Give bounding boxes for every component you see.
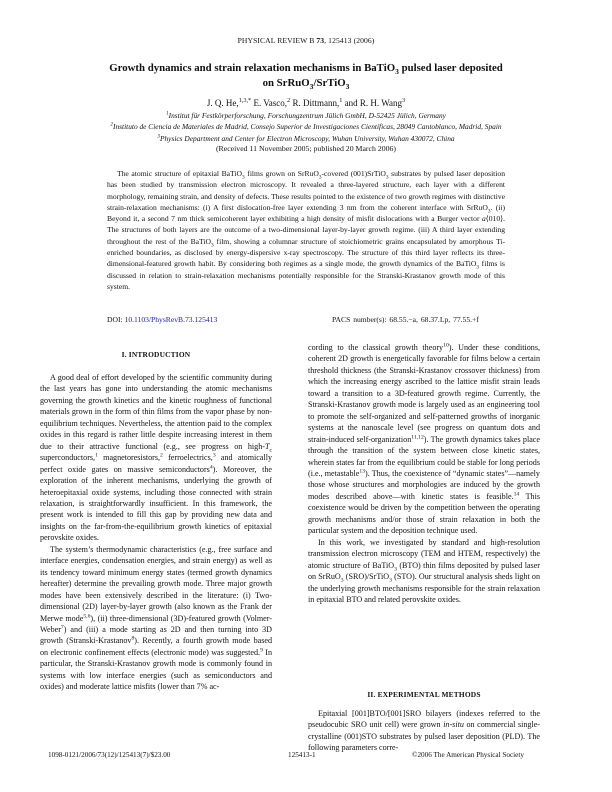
section-heading-experimental-methods: II. EXPERIMENTAL METHODS: [367, 690, 481, 699]
citation-ref[interactable]: 5,6: [83, 612, 91, 619]
title-text: on SrRuO: [262, 77, 310, 89]
affiliation: [0, 110, 612, 121]
affil-text: Physics Department and Center for Electron Microscopy, Wuhan University, Wuhan 430072, China: [159, 133, 455, 143]
section-heading-introduction: I. INTRODUCTION: [121, 350, 191, 359]
abstract-text: substrates by pulsed laser deposition has been studied by transmission electron microscopy. It revealed a three-layered structure, each layer with a different morphology, remaining strain, and density of defects. These results pointed to the existence of two growth regimes with distinctive strain-relaxation mechanisms: (i) A first dislocation-free layer extending 3 nm from the coherent interface with SrRuO: [107, 169, 505, 212]
title-sub: 3: [395, 67, 399, 77]
body-text: ). Under these conditions, coherent 2D growth is energetically favorable for films below a certain threshold thickness (the Stranski-Krastanov crossover thickness) from which the increasing energy ascribed to the lattice misfit strain leads toward a transition to a 3D-featured growth regime. Currently, the Stranski-Krastanov growth mode is largely used as an engineering tool to promote the self-organized and self-patterned growths of inorganic systems at the nanoscale level (see progress on quantum dots and strain-induced self-organization: [308, 343, 540, 444]
author-list: [0, 98, 612, 108]
citation-ref[interactable]: 7: [60, 624, 64, 631]
title-text: Growth dynamics and strain relaxation mechanisms in BaTiO: [109, 62, 396, 74]
body-text: (STO). Our structural analysis sheds light on the underlying growth mechanisms responsible for the strain relaxation in epitaxial BTO and related perovskite oxides.: [308, 572, 541, 604]
subscript: 3: [394, 566, 397, 573]
author-affil-ref[interactable]: 1,3,*: [238, 97, 252, 104]
body-text: magnetoresistors,: [97, 453, 161, 463]
author-affil-ref[interactable]: 1: [339, 97, 343, 104]
body-text: (BTO) thin films deposited by pulsed laser on SrRuO: [308, 560, 540, 582]
subscript: 3: [476, 264, 480, 271]
subscript: 3: [242, 174, 245, 181]
body-text: on commercial single-crystalline (001)STO substrates by pulsed laser deposition (PLD). The following parameters corre-: [308, 720, 540, 753]
title-sub: 3: [309, 82, 314, 92]
journal-year: (2006): [353, 36, 375, 45]
body-text: superconductors,: [40, 453, 96, 463]
body-text: This coexistence would be driven by the competition between the operating growth mechanisms and/or those of strain relaxation in both the particular system and the deposition technique used.: [308, 491, 540, 536]
body-text: ferroelectrics,: [162, 453, 213, 463]
citation-ref[interactable]: 3: [212, 452, 216, 459]
body-text: In particular, the Stranski-Krastanov growth mode is commonly found in systems with low interface energies (such as semiconductors and oxides) and moderate lattice misfits (lower than 7% ac-: [40, 647, 273, 692]
footer-issn: 1098-0121/2006/73(12)/125413(7)/$23.00: [48, 751, 171, 759]
pacs-numbers: PACS number(s): 68.55.−a, 68.37.Lp, 77.55.+f: [332, 315, 479, 324]
body-text: (SRO)/SrTiO: [343, 572, 390, 582]
body-text: in-situ: [443, 720, 464, 730]
abstract-text: The atomic structure of epitaxial BaTiO: [117, 169, 243, 178]
affiliations: [0, 110, 612, 144]
journal-article: 125413: [328, 36, 352, 45]
subscript: 3: [385, 174, 389, 181]
doi-line: [107, 315, 217, 324]
paragraph: [308, 342, 540, 537]
citation-ref[interactable]: 14: [513, 491, 520, 498]
subscript: 3: [211, 242, 214, 249]
affil-number: 2: [110, 121, 113, 128]
subscript: c: [269, 447, 272, 454]
body-text: ). Recently, a fourth growth mode based on electronic confinement effects (electronic mode) was suggested.: [40, 636, 272, 657]
citation-ref[interactable]: 10: [443, 342, 449, 349]
footer-page-number: 125413-1: [288, 751, 316, 759]
title-text: pulsed laser deposited: [398, 62, 503, 74]
body-text: ). Moreover, the exploration of the inherent mechanisms, underlying the growth of heteroepitaxial oxide systems, including those connected with strain relaxation, is straightforwardly insufficient. In this framework, the present work is intended to fill this gap by providing new data and insights on the far-from-the-equilibrium growth kinetics of epitaxial perovskite oxides.: [40, 464, 273, 543]
affil-number: 1: [166, 110, 169, 117]
abstract-text: films is discussed in relation to strain-relaxation mechanisms potentially responsible for the Stranski-Krastanov growth mode of this system.: [107, 259, 505, 291]
body-text: In this work, we investigated by standard and high-resolution transmission electron microscopy (TEM and HTEM, respectively) the atomic structure of BaTiO: [308, 537, 540, 570]
affil-text: Institut für Festkörperforschung, Forschungzentrum Jülich GmbH, D-52425 Jülich, Germany: [168, 111, 446, 120]
abstract-text: -covered (001)SrTiO: [321, 169, 386, 178]
body-text: and atomically perfect oxide gates on massive semiconductors: [40, 453, 272, 474]
citation-ref[interactable]: 13: [359, 468, 366, 475]
subscript: 3: [318, 174, 322, 181]
citation-ref[interactable]: 8: [131, 635, 135, 642]
right-column: [308, 342, 540, 605]
paragraph: [40, 372, 272, 544]
citation-ref[interactable]: 2: [160, 452, 163, 459]
author-affil-ref[interactable]: 3: [401, 97, 406, 104]
abstract-text: a: [481, 214, 486, 224]
citation-ref[interactable]: 11,12: [411, 433, 424, 440]
journal-volume: 73: [316, 36, 325, 45]
subscript: 3: [340, 577, 344, 584]
body-text: ), (ii) three-dimensional (3D)-featured growth (Volmer-Weber: [40, 613, 272, 634]
subscript: 3: [389, 577, 392, 584]
doi-link[interactable]: 10.1103/PhysRevB.73.125413: [124, 315, 218, 324]
body-text: ) and (iii) a mode starting as 2D and then turning into 3D growth (Stranski-Krastanov: [40, 624, 272, 646]
paragraph: [40, 544, 272, 693]
right-column-methods: [308, 708, 540, 754]
doi-label: DOI:: [107, 315, 125, 324]
body-text: ). The growth dynamics takes place through the transition of the system between close kinetic states, wherein states far from the equilibrium could be stable for long periods (i.e., metastable: [308, 434, 540, 478]
body-text: A good deal of effort developed by the scientific community during the last years has gone into understanding the atomic mechanisms governing the growth kinetics and the kinetic roughness of functional materials grown in the form of thin films from the vapor phase by non-equilibrium techniques. Nevertheless, the attention paid to the complex oxides in this regard is rather little despite increasing interest in them due to their attractive functional (e.g., see progress on high-: [40, 373, 272, 451]
citation-ref[interactable]: 4: [209, 463, 213, 470]
body-text: ). Thus, the coexistence of “dynamic states”—namely those whose structures and morphologies are induced by the growth modes described above—with kinetic states is feasible.: [308, 468, 540, 501]
body-text: The system’s thermodynamic characteristics (e.g., free surface and interface energies, condensation energies, and strain energy) as well as its tendency toward minimum energy states (termed growth dynamics hereafter) determine the prevailing growth mode. Three major growth modes have been extensively described in the literature: (i) Two-dimensional (2D) layer-by-layer growth (also known as the Frank der Merwe mode: [40, 544, 272, 623]
title-text: /SrTiO: [313, 77, 346, 89]
citation-ref[interactable]: 1: [95, 452, 98, 459]
affil-number: 3: [157, 133, 160, 140]
abstract-text: films grown on SrRuO: [244, 169, 319, 178]
paper-title: [40, 61, 572, 91]
left-column: [40, 372, 272, 693]
abstract-text: ⟨010⟩. The structures of both layers are the outcome of a two-dimensional layer-by-layer growth regime. (iii) A third layer extending throughout the rest of the BaTiO: [107, 214, 505, 246]
abstract: [107, 168, 505, 292]
body-text: T: [264, 441, 270, 451]
author: J. Q. He,: [206, 98, 239, 108]
author-affil-ref[interactable]: 2: [287, 97, 291, 104]
affiliation: [0, 121, 612, 132]
journal-name: PHYSICAL REVIEW B: [237, 36, 315, 45]
abstract-text: . (ii) Beyond it, a second 7 nm thick semicoherent layer exhibiting a high density of misfit dislocations with a Burger vector: [107, 202, 505, 224]
subscript: 3: [487, 208, 491, 215]
affiliation: [0, 133, 612, 144]
author: and R. H. Wang: [344, 98, 402, 108]
author: R. Dittmann,: [292, 98, 340, 108]
body-text: Epitaxial [001]BTO/[001]SRO bilayers (indexes referred to the pseudocubic SRO unit cell) were grown: [308, 709, 540, 730]
received-dates: (Received 11 November 2005; published 20 March 2006): [215, 144, 397, 153]
citation-ref[interactable]: 9: [260, 647, 263, 654]
abstract-text: film, showing a columnar structure of stoichiometric grains encapsulated by amorphous Ti-enriched boundaries, as disclosed by energy-dispersive x-ray spectroscopy. The structure of this third layer reflects its three-dimensional-featured growth habit. By considering both regimes as a single mode, the growth dynamics of the BaTiO: [107, 236, 505, 269]
footer-copyright: ©2006 The American Physical Society: [412, 751, 524, 759]
title-sub: 3: [345, 82, 350, 92]
journal-header: PHYSICAL REVIEW B 73, 125413 (2006): [237, 36, 375, 45]
author: E. Vasco,: [253, 98, 288, 108]
paragraph: [308, 708, 540, 754]
body-text: cording to the classical growth theory: [308, 343, 444, 352]
affil-text: Instituto de Ciencia de Materiales de Madrid, Consejo Superior de Investigaciones Científicas, 28049 Cantoblanco, Madrid, Spain: [113, 122, 502, 132]
paragraph: [308, 537, 540, 606]
